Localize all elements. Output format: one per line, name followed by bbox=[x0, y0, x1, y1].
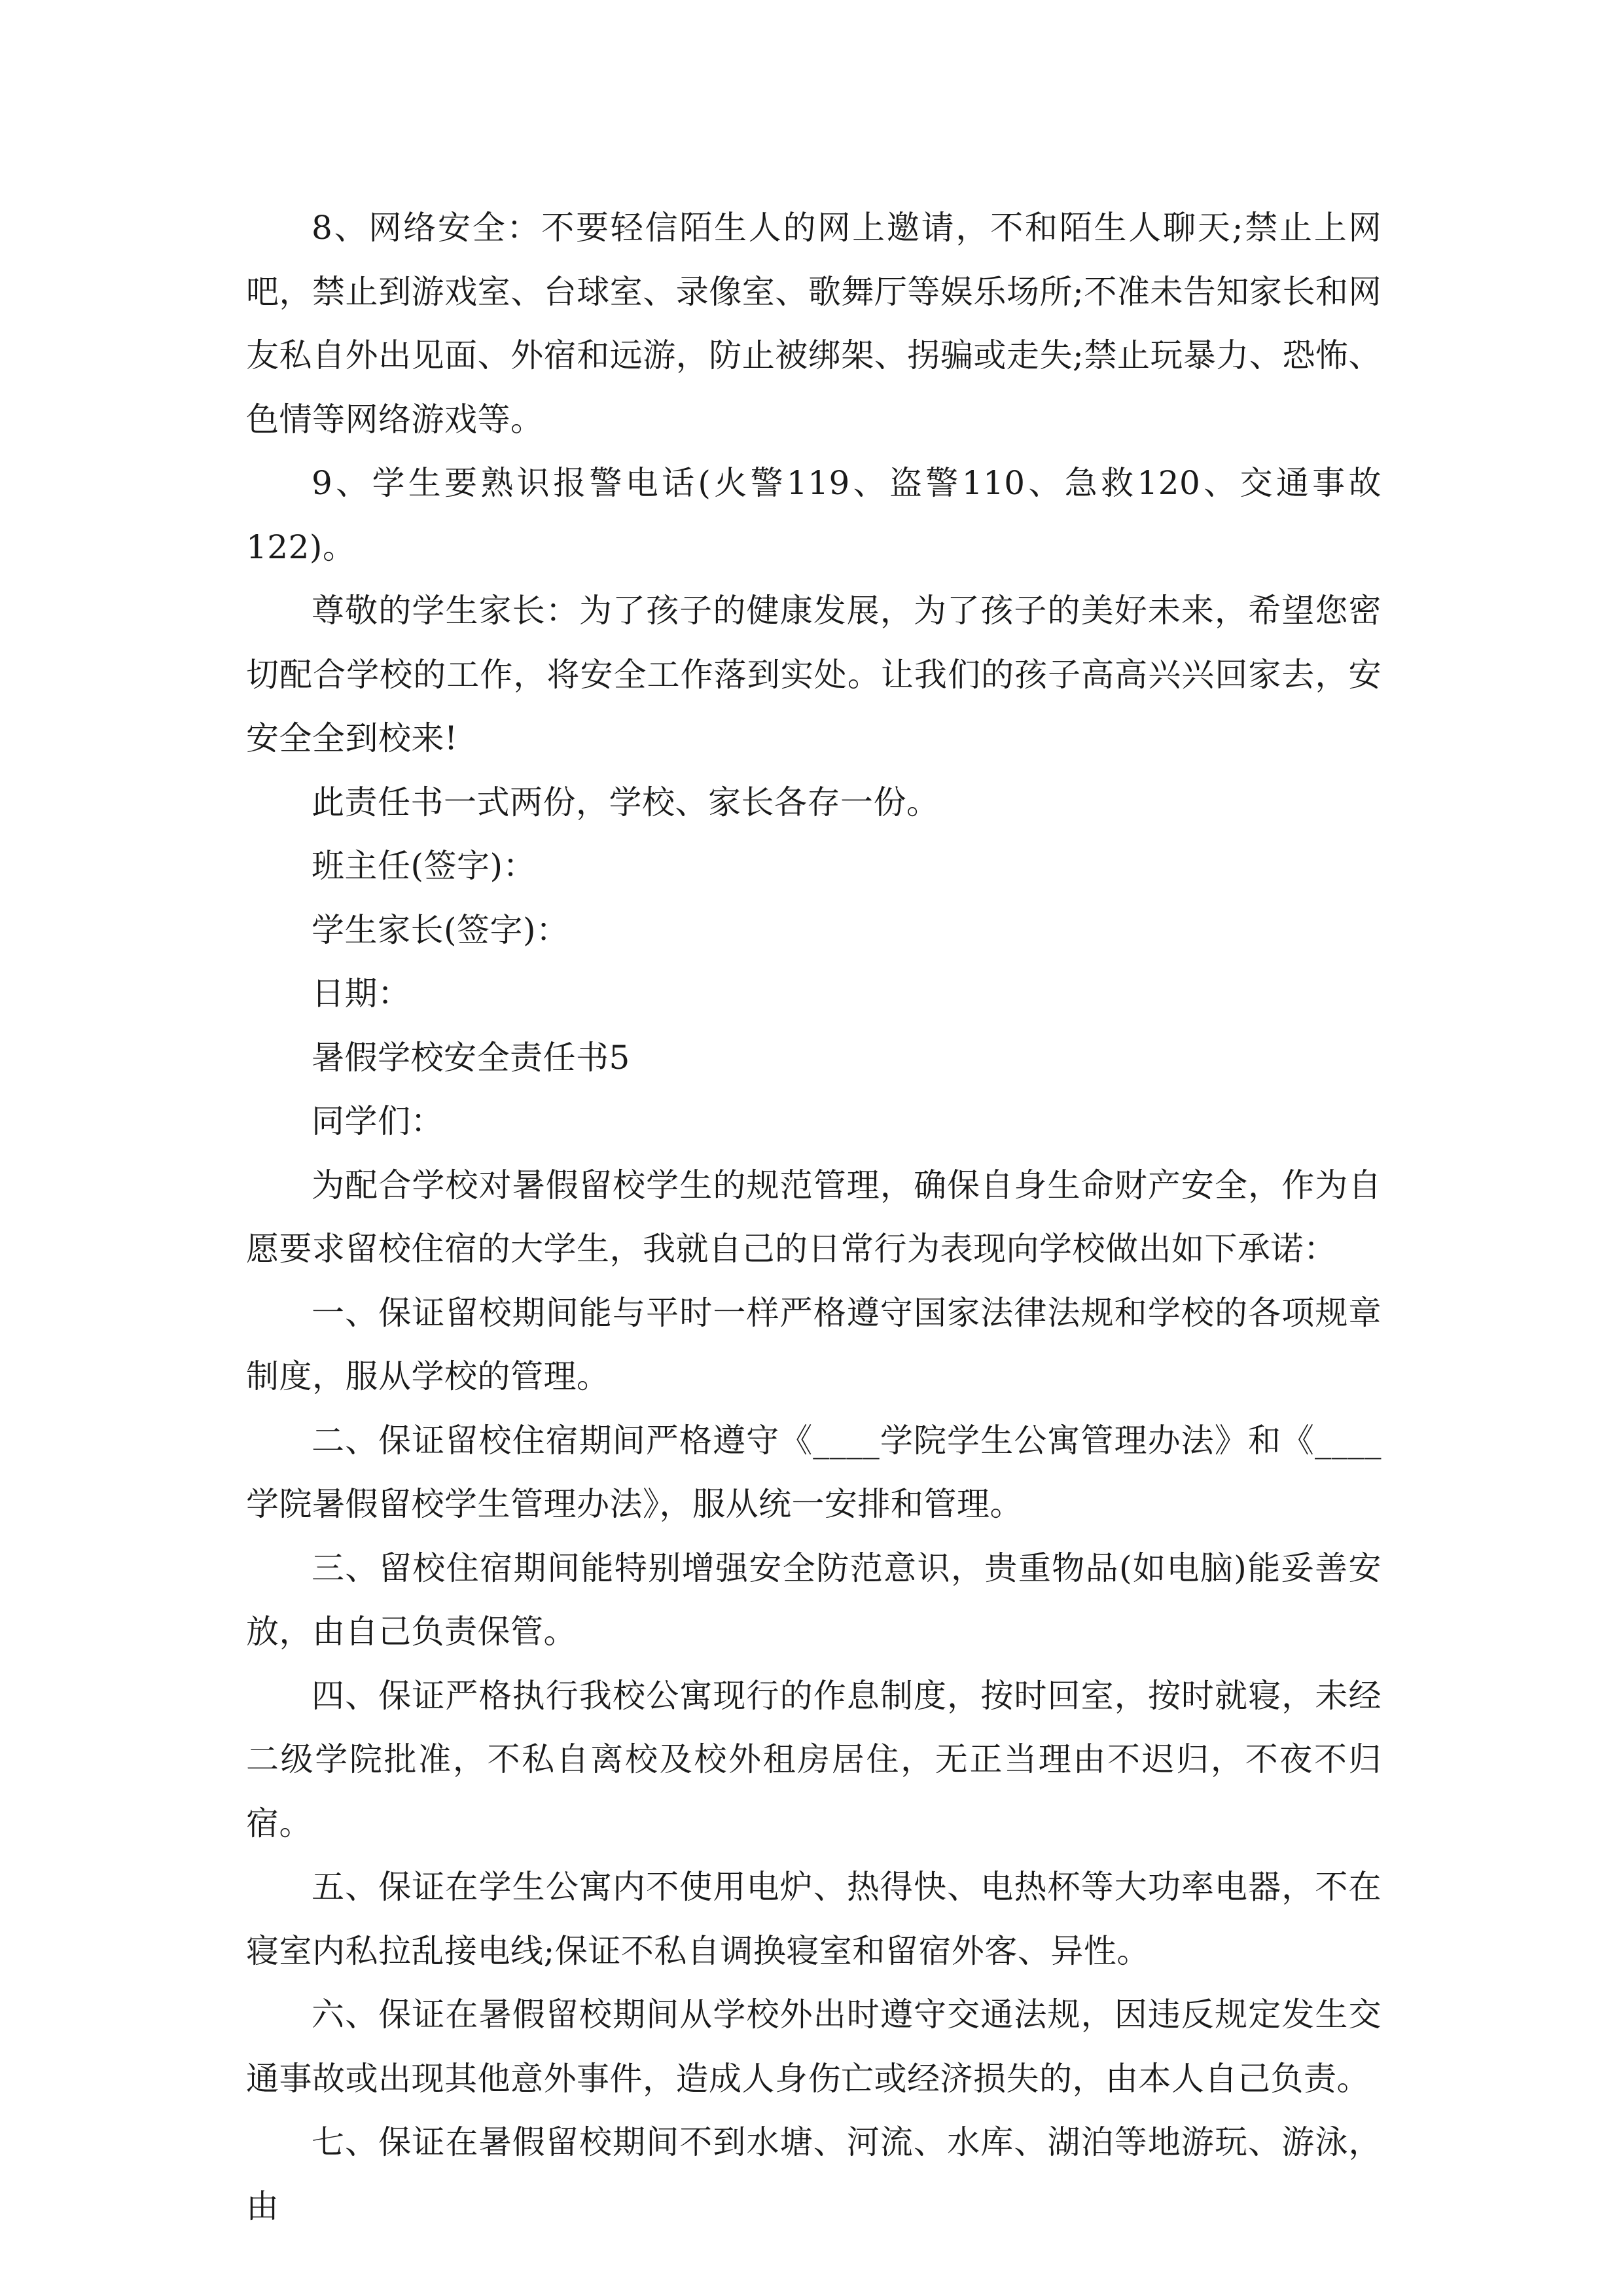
signature-teacher-line: 班主任(签字)： bbox=[312, 847, 537, 885]
signature-parent-line: 学生家长(签字)： bbox=[312, 910, 569, 949]
paragraph-network-safety: 8、网络安全：不要轻信陌生人的网上邀请，不和陌生人聊天;禁止上网吧，禁止到游戏室、台球室、录像室、歌舞厅等娱乐场所;不准未告知家长和网友私自外出见面、外宿和远游，防止被绑架、拐骗或走失;禁止玩暴力、恐怖、色情等网络游戏等。 bbox=[246, 209, 1382, 439]
paragraph-emergency-numbers: 9、学生要熟识报警电话(火警119、盗警110、急救120、交通事故122)。 bbox=[246, 464, 1382, 566]
pledge-item-1: 一、保证留校期间能与平时一样严格遵守国家法律法规和学校的各项规章制度，服从学校的管理。 bbox=[246, 1293, 1382, 1395]
paragraph-copies-note: 此责任书一式两份，学校、家长各存一份。 bbox=[312, 783, 940, 821]
pledge-item-6: 六、保证在暑假留校期间从学校外出时遵守交通法规，因违反规定发生交通事故或出现其他意外事件，造成人身伤亡或经济损失的，由本人自己负责。 bbox=[246, 1996, 1382, 2098]
pledge-item-4: 四、保证严格执行我校公寓现行的作息制度，按时回室，按时就寝，未经二级学院批准，不私自离校及校外租房居住，无正当理由不迟归，不夜不归宿。 bbox=[246, 1676, 1382, 1842]
paragraph-intro: 为配合学校对暑假留校学生的规范管理，确保自身生命财产安全，作为自愿要求留校住宿的大学生，我就自己的日常行为表现向学校做出如下承诺： bbox=[246, 1166, 1382, 1268]
paragraph-parent-address: 尊敬的学生家长：为了孩子的健康发展，为了孩子的美好未来，希望您密切配合学校的工作，将安全工作落到实处。让我们的孩子高高兴兴回家去，安安全全到校来! bbox=[246, 592, 1382, 757]
date-line: 日期： bbox=[312, 975, 411, 1013]
pledge-item-7: 七、保证在暑假留校期间不到水塘、河流、水库、湖泊等地游玩、游泳，由 bbox=[246, 2123, 1382, 2225]
document-body bbox=[246, 196, 1382, 2238]
section-heading: 暑假学校安全责任书5 bbox=[312, 1038, 630, 1077]
salutation: 同学们： bbox=[312, 1102, 444, 1140]
pledge-item-5: 五、保证在学生公寓内不使用电炉、热得快、电热杯等大功率电器，不在寝室内私拉乱接电线;保证不私自调换寝室和留宿外客、异性。 bbox=[246, 1868, 1382, 1970]
pledge-item-2: 二、保证留校住宿期间严格遵守《____学院学生公寓管理办法》和《____学院暑假留校学生管理办法》，服从统一安排和管理。 bbox=[246, 1421, 1382, 1523]
pledge-item-3: 三、留校住宿期间能特别增强安全防范意识，贵重物品(如电脑)能妥善安放，由自己负责保管。 bbox=[246, 1549, 1382, 1651]
